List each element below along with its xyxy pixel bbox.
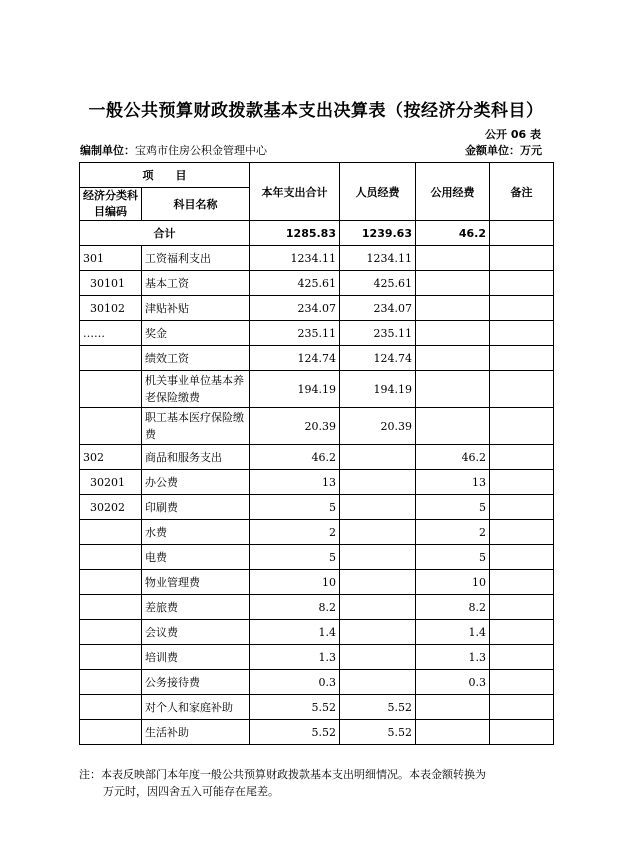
row-name: 津贴补贴 [142,296,250,321]
row-name: 生活补助 [142,720,250,745]
row-personnel: 20.39 [340,408,416,445]
row-code [80,545,142,570]
row-remark [490,570,554,595]
row-name: 会议费 [142,620,250,645]
row-total: 1.4 [250,620,340,645]
row-name: 培训费 [142,645,250,670]
row-total: 46.2 [250,445,340,470]
table-row [80,271,554,296]
row-personnel: 235.11 [340,321,416,346]
row-total: 13 [250,470,340,495]
row-public: 0.3 [416,670,490,695]
row-name: 工资福利支出 [142,246,250,271]
header-item: 项 目 [80,163,250,188]
row-name: 职工基本医疗保险缴费 [142,408,250,445]
row-name: 基本工资 [142,271,250,296]
row-personnel [340,470,416,495]
row-total: 8.2 [250,595,340,620]
row-personnel [340,545,416,570]
row-code: 30101 [80,271,142,296]
row-remark [490,408,554,445]
header-public: 公用经费 [416,163,490,221]
row-personnel: 425.61 [340,271,416,296]
row-personnel [340,570,416,595]
table-row [80,645,554,670]
expenditure-table [79,162,554,745]
row-remark [490,695,554,720]
row-name: 电费 [142,545,250,570]
amount-unit: 金额单位：万元 [465,144,542,157]
row-remark [490,296,554,321]
total-label: 合计 [80,221,250,246]
row-personnel: 5.52 [340,695,416,720]
compiling-unit-name: 宝鸡市住房公积金管理中心 [135,144,267,157]
row-personnel [340,445,416,470]
row-total: 235.11 [250,321,340,346]
header-code: 经济分类科目编码 [80,188,142,221]
table-row [80,720,554,745]
row-remark [490,720,554,745]
row-personnel [340,595,416,620]
row-public: 5 [416,495,490,520]
table-row [80,670,554,695]
row-remark [490,595,554,620]
row-name: 差旅费 [142,595,250,620]
header-row-1 [80,163,554,188]
row-code [80,720,142,745]
row-total: 194.19 [250,371,340,408]
row-personnel: 124.74 [340,346,416,371]
row-name: 办公费 [142,470,250,495]
row-personnel [340,520,416,545]
row-remark [490,371,554,408]
row-name: 奖金 [142,321,250,346]
row-total: 5 [250,495,340,520]
row-public: 10 [416,570,490,595]
row-code [80,520,142,545]
header-remark: 备注 [490,163,554,221]
row-remark [490,470,554,495]
row-public: 13 [416,470,490,495]
row-public: 46.2 [416,445,490,470]
row-public [416,408,490,445]
row-code [80,695,142,720]
row-code: 301 [80,246,142,271]
table-row [80,620,554,645]
row-code [80,346,142,371]
row-code [80,645,142,670]
row-total: 1234.11 [250,246,340,271]
row-remark [490,645,554,670]
row-public: 5 [416,545,490,570]
row-public [416,321,490,346]
total-public: 46.2 [416,221,490,246]
row-personnel: 5.52 [340,720,416,745]
row-public: 2 [416,520,490,545]
row-code [80,408,142,445]
row-remark [490,321,554,346]
row-total: 234.07 [250,296,340,321]
row-code: …… [80,321,142,346]
row-public: 8.2 [416,595,490,620]
row-public [416,720,490,745]
row-code: 30202 [80,495,142,520]
row-name: 印刷费 [142,495,250,520]
table-row [80,470,554,495]
row-total: 425.61 [250,271,340,296]
table-row [80,346,554,371]
table-row [80,545,554,570]
row-remark [490,445,554,470]
row-total: 124.74 [250,346,340,371]
total-row [80,221,554,246]
row-total: 1.3 [250,645,340,670]
total-remark [490,221,554,246]
row-remark [490,620,554,645]
row-code [80,670,142,695]
total-amount: 1285.83 [250,221,340,246]
row-remark [490,670,554,695]
row-remark [490,545,554,570]
row-remark [490,346,554,371]
row-code: 30102 [80,296,142,321]
row-total: 5 [250,545,340,570]
row-total: 10 [250,570,340,595]
row-remark [490,271,554,296]
table-row [80,570,554,595]
row-public [416,695,490,720]
table-row [80,695,554,720]
row-remark [490,520,554,545]
table-row [80,371,554,408]
row-name: 对个人和家庭补助 [142,695,250,720]
row-personnel [340,620,416,645]
row-name: 水费 [142,520,250,545]
footnote-line-1: 注：本表反映部门本年度一般公共预算财政拨款基本支出明细情况。本表金额转换为 [79,768,486,781]
row-total: 0.3 [250,670,340,695]
row-public [416,246,490,271]
form-number: 公开 06 表 [485,128,541,141]
table-row [80,595,554,620]
row-name: 绩效工资 [142,346,250,371]
row-public: 1.3 [416,645,490,670]
row-personnel [340,670,416,695]
row-total: 2 [250,520,340,545]
row-code [80,570,142,595]
row-code [80,620,142,645]
row-remark [490,495,554,520]
table-row [80,321,554,346]
page-title: 一般公共预算财政拨款基本支出决算表（按经济分类科目） [88,101,544,121]
row-total: 20.39 [250,408,340,445]
footnote-line-2: 万元时，因四舍五入可能存在尾差。 [103,785,279,798]
compiling-unit-label: 编制单位： [80,144,135,157]
table-row [80,246,554,271]
row-total: 5.52 [250,695,340,720]
compiling-unit [80,142,267,158]
row-name: 物业管理费 [142,570,250,595]
row-code [80,371,142,408]
row-code: 30201 [80,470,142,495]
row-personnel: 194.19 [340,371,416,408]
row-personnel [340,495,416,520]
header-name: 科目名称 [142,188,250,221]
header-total: 本年支出合计 [250,163,340,221]
row-public [416,346,490,371]
row-total: 5.52 [250,720,340,745]
table-row [80,408,554,445]
row-public [416,371,490,408]
row-personnel [340,645,416,670]
row-personnel: 1234.11 [340,246,416,271]
row-code: 302 [80,445,142,470]
row-public [416,296,490,321]
table-row [80,296,554,321]
header-personnel: 人员经费 [340,163,416,221]
row-name: 公务接待费 [142,670,250,695]
row-name: 商品和服务支出 [142,445,250,470]
row-code [80,595,142,620]
row-personnel: 234.07 [340,296,416,321]
total-personnel: 1239.63 [340,221,416,246]
table-row [80,445,554,470]
row-public [416,271,490,296]
row-public: 1.4 [416,620,490,645]
row-remark [490,246,554,271]
footnote [79,766,553,800]
table-row [80,495,554,520]
row-name: 机关事业单位基本养老保险缴费 [142,371,250,408]
table-row [80,520,554,545]
